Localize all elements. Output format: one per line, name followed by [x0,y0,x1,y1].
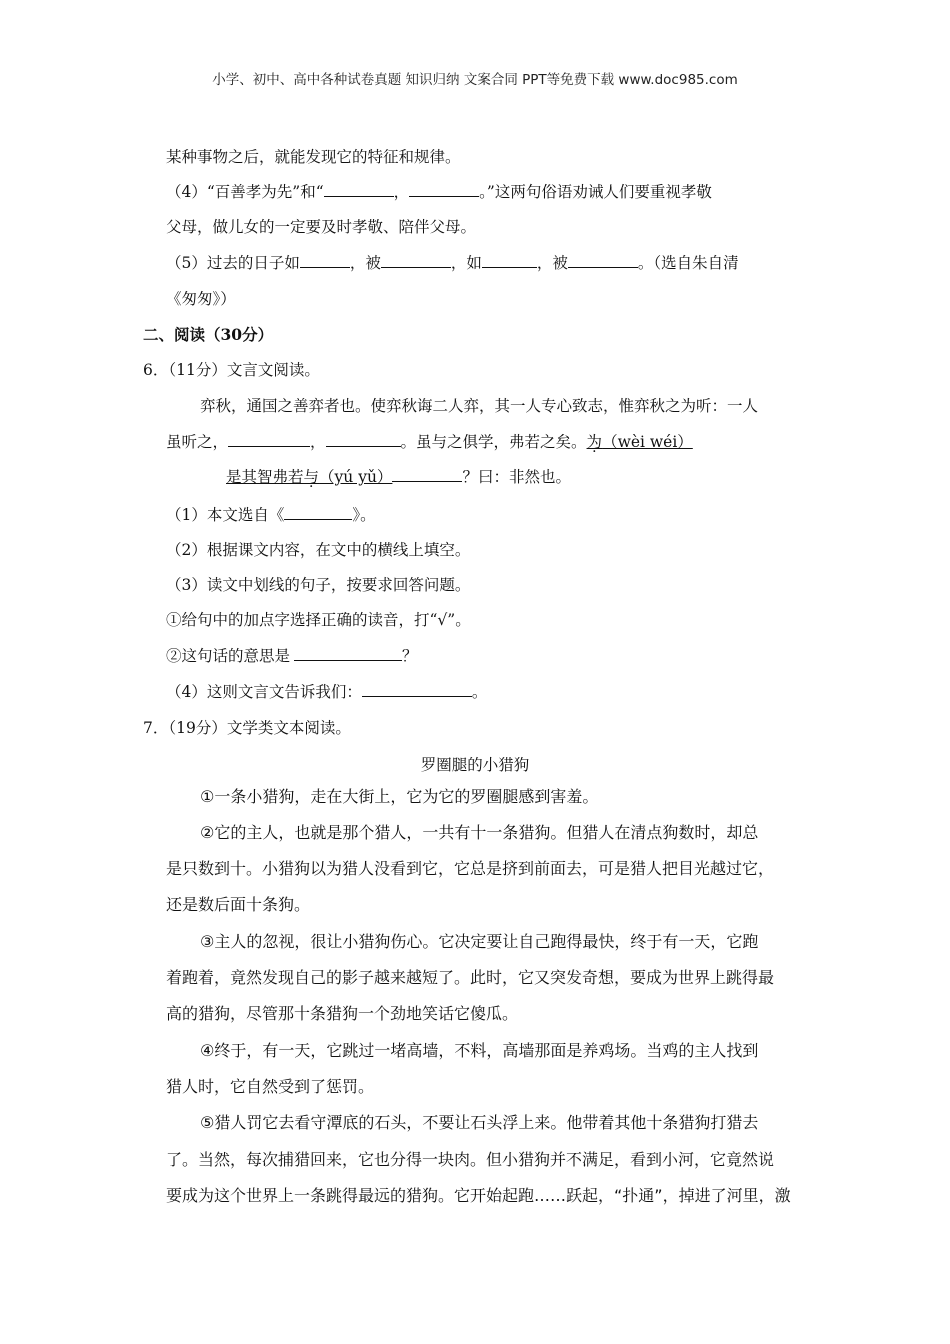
story-line: ⑤猎人罚它去看守潭底的石头，不要让石头浮上来。他带着其他十条猎狗打猎去 [200,1113,759,1132]
answer-blank[interactable] [324,182,394,197]
story-line: 要成为这个世界上一条跳得最远的猎狗。它开始起跑……跃起，“扑通”，掉进了河里，激 [166,1186,791,1205]
story-line: 了。当然，每次捕猎回来，它也分得一块肉。但小猎狗并不满足，看到小河，它竟然说 [166,1150,775,1169]
section-2-heading: 二、阅读（30分） [143,325,274,344]
answer-blank[interactable] [326,432,401,447]
story-line: ①一条小猎狗，走在大街上，它为它的罗圈腿感到害羞。 [200,787,599,806]
classical-passage-line2: 虽听之， ， 。虽与之俱学，弗若之矣。为（wèi wéi） [166,433,693,451]
answer-blank[interactable] [300,253,350,268]
classical-passage-line1: 弈秋，通国之善弈者也。使弈秋诲二人弈，其一人专心致志，惟弈秋之为听：一人 [200,397,759,415]
q6-sub4: （4）这则文言文告诉我们： 。 [166,683,488,701]
question-5-line2: 《匆匆》） [166,290,236,308]
page-header: 小学、初中、高中各种试卷真题 知识归纳 文案合同 PPT等免费下载 www.doc985.com [212,72,738,88]
question-4-line1: （4）“百善孝为先”和“ ， 。”这两句俗语劝诫人们要重视孝敬 [166,183,712,201]
classical-passage-line3: 是其智弗若与（yú yǔ） ？曰：非然也。 [226,468,571,486]
answer-blank[interactable] [482,253,537,268]
q6-sub3: （3）读文中划线的句子，按要求回答问题。 [166,576,471,594]
answer-blank[interactable] [392,467,462,482]
answer-blank[interactable] [409,182,479,197]
story-line: ③主人的忽视，很让小猎狗伤心。它决定要让自己跑得最快，终于有一天，它跑 [200,932,759,951]
q6-sub3-part1: ①给句中的加点字选择正确的读音，打“√”。 [166,611,471,629]
story-line: ④终于，有一天，它跳过一堵高墙，不料，高墙那面是养鸡场。当鸡的主人找到 [200,1041,759,1060]
q6-sub2: （2）根据课文内容，在文中的横线上填空。 [166,541,471,559]
q6-sub3-part2: ②这句话的意思是 ？ [166,647,418,665]
q6-sub1: （1）本文选自《 》。 [166,506,376,524]
story-line: ②它的主人，也就是那个猎人，一共有十一条猎狗。但猎人在清点狗数时，却总 [200,823,759,842]
story-line: 着跑着，竟然发现自己的影子越来越短了。此时，它又突发奇想，要成为世界上跳得最 [166,968,775,987]
story-title: 罗圈腿的小猎狗 [420,756,530,774]
answer-blank[interactable] [284,505,352,520]
dotted-char: 为 [586,433,603,451]
q3-continuation: 某种事物之后，就能发现它的特征和规律。 [166,148,461,166]
story-line: 猎人时，它自然受到了惩罚。 [166,1077,375,1096]
answer-blank[interactable] [294,646,402,661]
pinyin-option[interactable]: （yú yǔ） [319,468,393,486]
question-5-line1: （5）过去的日子如 ，被 ，如 ，被 。（选自朱自清 [166,254,739,272]
story-line: 是只数到十。小猎狗以为猎人没看到它，它总是挤到前面去，可是猎人把目光越过它， [166,859,775,878]
story-line: 高的猎狗，尽管那十条猎狗一个劲地笑话它傻瓜。 [166,1004,519,1023]
answer-blank[interactable] [381,253,451,268]
pinyin-option[interactable]: （wèi wéi） [602,433,693,451]
question-7-heading: 7．（19分）文学类文本阅读。 [143,719,351,737]
question-4-line2: 父母，做儿女的一定要及时孝敬、陪伴父母。 [166,218,477,236]
story-line: 还是数后面十条狗。 [166,895,311,914]
answer-blank[interactable] [362,682,472,697]
answer-blank[interactable] [568,253,638,268]
question-6-heading: 6．（11分）文言文阅读。 [143,361,320,379]
dotted-char: 与 [303,468,320,486]
answer-blank[interactable] [228,432,310,447]
